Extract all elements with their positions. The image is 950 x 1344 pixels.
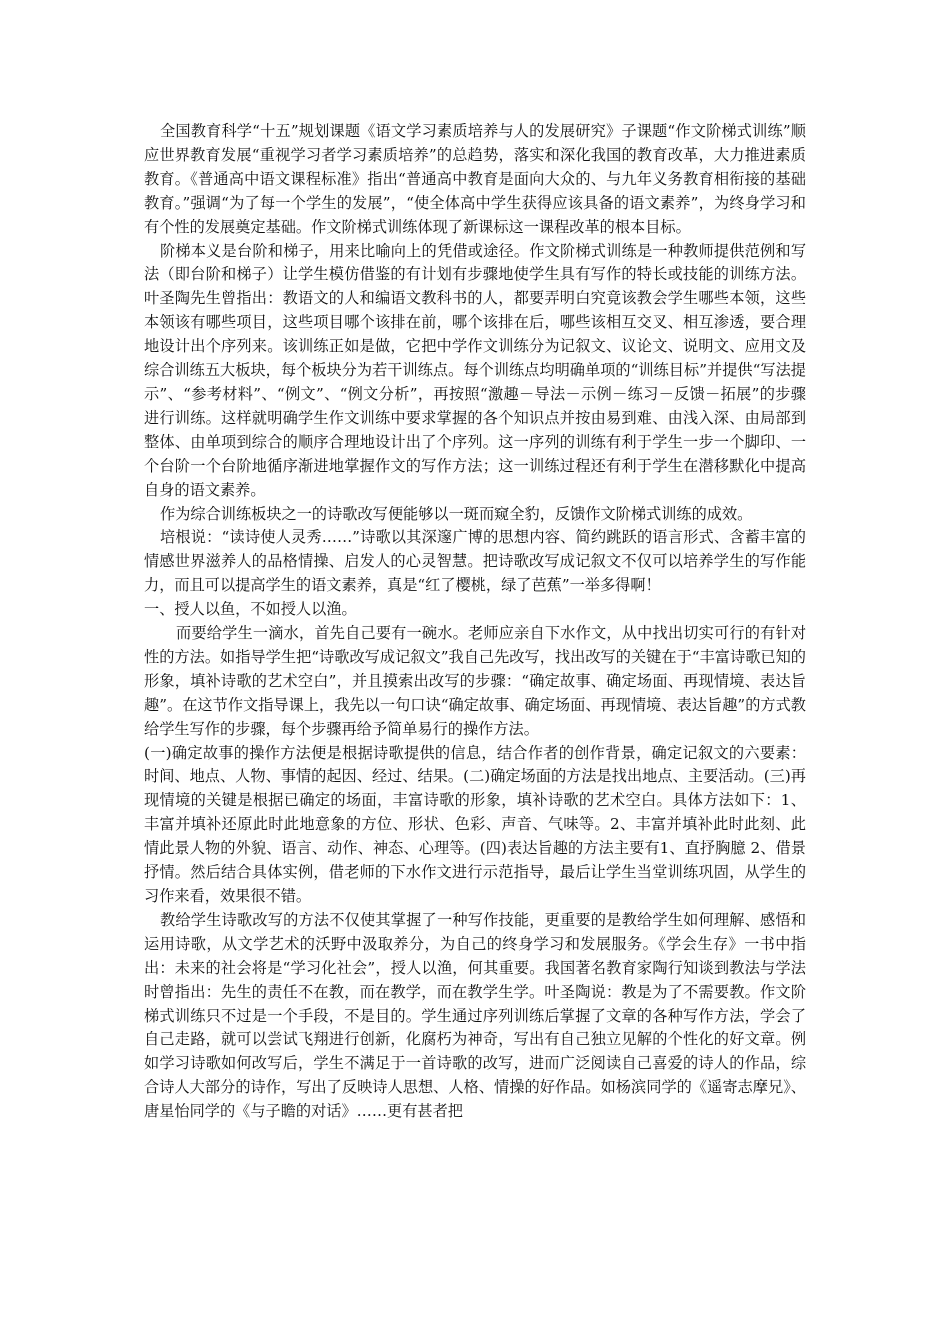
paragraph-steps: (一)确定故事的操作方法便是根据诗歌提供的信息，结合作者的创作背景，确定记叙文的六要素：时间、地点、人物、事情的起因、经过、结果。(二)确定场面的方法是找出地点、主要活动。(三)再现情境的关键是根据已确定的场面，丰富诗歌的形象，填补诗歌的艺术空白。具体方法如下：1、丰富并填补还原此时此地意象的方位、形状、色彩、声音、气味等。2、丰富并填补此时此刻、此情此景人物的外貌、语言、动作、神态、心理等。(四)表达旨趣的方法主要有1、直抒胸臆 2、借景抒情。然后结合具体实例，借老师的下水作文进行示范指导，最后让学生当堂训练巩固，从学生的习作来看，效果很不错。 — [144, 743, 806, 905]
paragraph-intro: 全国教育科学“十五”规划课题《语文学习素质培养与人的发展研究》子课题“作文阶梯式训练”顺应世界教育发展“重视学习者学习素质培养”的总趋势，落实和深化我国的教育改革，大力推进素质教育。《普通高中语文课程标准》指出“普通高中教育是面向大众的、与九年义务教育相衔接的基础教育。”强调“为了每一个学生的发展”，“使全体高中学生获得应该具备的语文素养”，为终身学习和有个性的发展奠定基础。作文阶梯式训练体现了新课标这一课程改革的根本目标。 — [144, 122, 806, 236]
paragraph-teacher-method: 而要给学生一滴水，首先自己要有一碗水。老师应亲自下水作文，从中找出切实可行的有针对性的方法。如指导学生把“诗歌改写成记叙文”我自己先改写，找出改写的关键在于“丰富诗歌已知的形象，填补诗歌的艺术空白”，并且摸索出改写的步骤：“确定故事、确定场面、再现情境、表达旨趣”。在这节作文指导课上，我先以一句口诀“确定故事、确定场面、再现情境、表达旨趣”的方式教给学生写作的步骤，每个步骤再给予简单易行的操作方法。 — [144, 624, 806, 738]
paragraph-bacon-quote: 培根说：“读诗使人灵秀……”诗歌以其深邃广博的思想内容、简约跳跃的语言形式、含蓄丰富的情感世界滋养人的品格情操、启发人的心灵智慧。把诗歌改写成记叙文不仅可以培养学生的写作能力，而且可以提高学生的语文素养，真是“红了樱桃，绿了芭蕉”一举多得啊！ — [144, 528, 806, 595]
paragraph-poetry-rewrite: 作为综合训练板块之一的诗歌改写便能够以一斑而窥全豹，反馈作文阶梯式训练的成效。 — [160, 504, 753, 523]
paragraph-ladder-definition: 阶梯本义是台阶和梯子，用来比喻向上的凭借或途径。作文阶梯式训练是一种教师提供范例和写法（即台阶和梯子）让学生模仿借鉴的有计划有步骤地使学生具有写作的特长或技能的训练方法。叶圣陶先生曾指出：教语文的人和编语文教科书的人，都要弄明白究竟该教会学生哪些本领，这些本领该有哪些项目，这些项目哪个该排在前，哪个该排在后，哪些该相互交叉、相互渗透，要合理地设计出个序列来。该训练正如是做，它把中学作文训练分为记叙文、议论文、说明文、应用文及综合训练五大板块，每个板块分为若干训练点。每个训练点均明确单项的“训练目标”并提供“写法提示”、“参考材料”、“例文”、“例文分析”，再按照“激趣－导法－示例－练习－反馈－拓展”的步骤进行训练。这样就明确学生作文训练中要求掌握的各个知识点并按由易到难、由浅入深、由局部到整体、由单项到综合的顺序合理地设计出了个序列。这一序列的训练有利于学生一步一个脚印、一个台阶一个台阶地循序渐进地掌握作文的写作方法；这一训练过程还有利于学生在潜移默化中提高自身的语文素养。 — [144, 241, 806, 499]
section-heading-1: 一、授人以鱼，不如授人以渔。 — [144, 600, 357, 619]
document-body — [144, 120, 806, 1124]
paragraph-conclusion: 教给学生诗歌改写的方法不仅使其掌握了一种写作技能，更重要的是教给学生如何理解、感悟和运用诗歌，从文学艺术的沃野中汲取养分，为自己的终身学习和发展服务。《学会生存》一书中指出：未来的社会将是“学习化社会”，授人以渔，何其重要。我国著名教育家陶行知谈到教法与学法时曾指出：先生的责任不在教，而在教学，而在教学生学。叶圣陶说：教是为了不需要教。作文阶梯式训练只不过是一个手段，不是目的。学生通过序列训练后掌握了文章的各种写作方法，学会了自己走路，就可以尝试飞翔进行创新，化腐朽为神奇，写出有自己独立见解的个性化的好文章。例如学习诗歌如何改写后，学生不满足于一首诗歌的改写，进而广泛阅读自己喜爱的诗人的作品，综合诗人大部分的诗作，写出了反映诗人思想、人格、情操的好作品。如杨滨同学的《遥寄志摩兄》、唐星怡同学的《与子瞻的对话》……更有甚者把 — [144, 910, 806, 1121]
